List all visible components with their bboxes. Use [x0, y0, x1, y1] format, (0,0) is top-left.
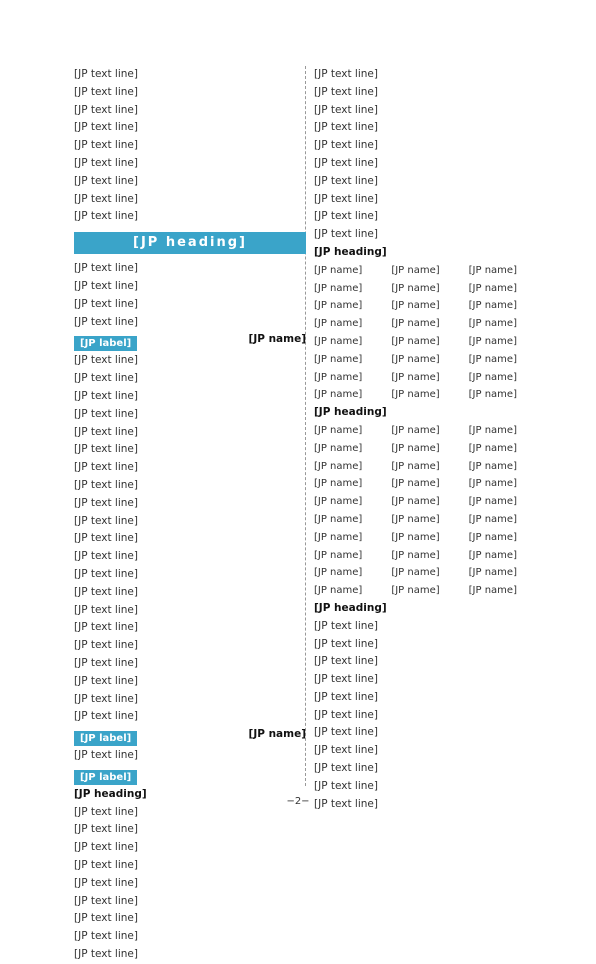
name-cell: [JP name]	[391, 567, 440, 579]
text-line: [JP text line]	[74, 297, 138, 310]
name-cell: [JP name]	[468, 460, 517, 472]
text-line: [JP text line]	[74, 550, 138, 563]
name-cell: [JP name]	[391, 353, 440, 365]
text-line: [JP text line]	[74, 192, 138, 205]
text-line: [JP text line]	[314, 156, 378, 169]
text-line: [JP text line]	[314, 797, 378, 810]
text-line: [JP text line]	[314, 673, 378, 686]
name-cell: [JP name]	[391, 371, 440, 383]
notes-list	[314, 66, 546, 244]
text-line: [JP text line]	[74, 749, 138, 762]
name-cell: [JP name]	[468, 371, 517, 383]
text-line: [JP text line]	[74, 315, 138, 328]
name-cell: [JP name]	[391, 460, 440, 472]
text-line: [JP text line]	[314, 139, 378, 152]
secretary-label: [JP label]	[74, 731, 137, 746]
page-number: −2−	[286, 796, 310, 807]
section1-names	[314, 262, 546, 404]
left-column	[74, 66, 306, 964]
text-line: [JP text line]	[74, 407, 138, 420]
name-cell: [JP name]	[391, 318, 440, 330]
name-cell: [JP name]	[314, 513, 363, 525]
name-cell: [JP name]	[314, 442, 363, 454]
name-cell: [JP name]	[468, 567, 517, 579]
text-line: [JP text line]	[314, 228, 378, 241]
name-cell: [JP name]	[391, 300, 440, 312]
text-line: [JP text line]	[74, 567, 138, 580]
text-line: [JP text line]	[74, 859, 138, 872]
name-cell: [JP name]	[314, 496, 363, 508]
name-cell: [JP name]	[314, 371, 363, 383]
name-cell: [JP name]	[468, 442, 517, 454]
secretary-name: [JP name]	[248, 728, 306, 741]
section2-heading: [JP heading]	[314, 406, 387, 419]
committee-text	[74, 804, 306, 964]
president-name: [JP name]	[248, 333, 306, 346]
name-cell: [JP name]	[314, 335, 363, 347]
name-cell: [JP name]	[391, 496, 440, 508]
text-line: [JP text line]	[74, 354, 138, 367]
section3-heading: [JP heading]	[314, 601, 387, 614]
name-cell: [JP name]	[314, 424, 363, 436]
name-cell: [JP name]	[314, 353, 363, 365]
text-line: [JP text line]	[314, 192, 378, 205]
text-line: [JP text line]	[74, 948, 138, 961]
report-band: [JP heading]	[74, 232, 306, 254]
name-cell: [JP name]	[468, 318, 517, 330]
name-cell: [JP name]	[468, 282, 517, 294]
name-cell: [JP name]	[391, 549, 440, 561]
text-line: [JP text line]	[74, 103, 138, 116]
section2-names	[314, 422, 546, 600]
text-line: [JP text line]	[74, 894, 138, 907]
text-line: [JP text line]	[74, 674, 138, 687]
name-cell: [JP name]	[468, 264, 517, 276]
text-line: [JP text line]	[74, 823, 138, 836]
name-cell: [JP name]	[468, 353, 517, 365]
text-line: [JP text line]	[74, 372, 138, 385]
section1-heading: [JP heading]	[314, 245, 387, 258]
name-cell: [JP name]	[314, 460, 363, 472]
name-cell: [JP name]	[391, 478, 440, 490]
name-cell: [JP name]	[314, 300, 363, 312]
name-cell: [JP name]	[391, 264, 440, 276]
text-line: [JP text line]	[314, 174, 378, 187]
text-line: [JP text line]	[74, 514, 138, 527]
name-cell: [JP name]	[468, 585, 517, 597]
text-line: [JP text line]	[314, 68, 378, 80]
section3-text	[314, 618, 546, 814]
text-line: [JP text line]	[314, 103, 378, 116]
president-label: [JP label]	[74, 336, 137, 351]
name-cell: [JP name]	[468, 424, 517, 436]
name-cell: [JP name]	[391, 442, 440, 454]
text-line: [JP text line]	[74, 496, 138, 509]
text-line: [JP text line]	[74, 656, 138, 669]
text-line: [JP text line]	[314, 121, 378, 134]
text-line: [JP text line]	[314, 779, 378, 792]
text-line: [JP text line]	[74, 443, 138, 456]
text-line: [JP text line]	[314, 637, 378, 650]
text-line: [JP text line]	[314, 85, 378, 98]
text-line: [JP text line]	[314, 762, 378, 775]
name-cell: [JP name]	[391, 513, 440, 525]
text-line: [JP text line]	[314, 744, 378, 757]
name-cell: [JP name]	[314, 585, 363, 597]
text-line: [JP text line]	[74, 621, 138, 634]
name-cell: [JP name]	[314, 318, 363, 330]
name-cell: [JP name]	[468, 496, 517, 508]
text-line: [JP text line]	[74, 692, 138, 705]
name-cell: [JP name]	[468, 335, 517, 347]
name-cell: [JP name]	[468, 531, 517, 543]
text-line: [JP text line]	[74, 139, 138, 152]
name-cell: [JP name]	[314, 549, 363, 561]
name-cell: [JP name]	[468, 389, 517, 401]
committee-label: [JP label]	[74, 770, 137, 785]
text-line: [JP text line]	[314, 690, 378, 703]
text-line: [JP text line]	[74, 710, 138, 723]
text-line: [JP text line]	[74, 841, 138, 854]
text-line: [JP text line]	[314, 655, 378, 668]
name-cell: [JP name]	[391, 389, 440, 401]
text-line: [JP text line]	[314, 726, 378, 739]
name-cell: [JP name]	[468, 549, 517, 561]
intro-paragraph	[74, 66, 306, 226]
text-line: [JP text line]	[74, 210, 138, 223]
text-line: [JP text line]	[314, 708, 378, 721]
text-line: [JP text line]	[74, 478, 138, 491]
name-cell: [JP name]	[468, 300, 517, 312]
name-cell: [JP name]	[391, 335, 440, 347]
name-cell: [JP name]	[314, 282, 363, 294]
name-cell: [JP name]	[468, 478, 517, 490]
text-line: [JP text line]	[74, 912, 138, 925]
text-line: [JP text line]	[74, 121, 138, 134]
name-cell: [JP name]	[391, 531, 440, 543]
name-cell: [JP name]	[314, 531, 363, 543]
name-cell: [JP name]	[391, 585, 440, 597]
text-line: [JP text line]	[74, 876, 138, 889]
name-cell: [JP name]	[391, 282, 440, 294]
name-cell: [JP name]	[314, 264, 363, 276]
text-line: [JP text line]	[74, 603, 138, 616]
text-line: [JP text line]	[74, 68, 138, 80]
text-line: [JP text line]	[314, 210, 378, 223]
text-line: [JP text line]	[74, 389, 138, 402]
text-line: [JP text line]	[74, 585, 138, 598]
text-line: [JP text line]	[74, 85, 138, 98]
name-cell: [JP name]	[314, 389, 363, 401]
name-cell: [JP name]	[314, 567, 363, 579]
text-line: [JP text line]	[74, 279, 138, 292]
president-text	[74, 352, 306, 726]
text-line: [JP text line]	[74, 174, 138, 187]
text-line: [JP text line]	[74, 532, 138, 545]
text-line: [JP text line]	[74, 930, 138, 943]
text-line: [JP text line]	[74, 425, 138, 438]
text-line: [JP text line]	[74, 156, 138, 169]
right-column	[314, 66, 546, 813]
committee-heading: [JP heading]	[74, 787, 147, 800]
text-line: [JP text line]	[314, 619, 378, 632]
text-line: [JP text line]	[74, 639, 138, 652]
name-cell: [JP name]	[314, 478, 363, 490]
text-line: [JP text line]	[74, 262, 138, 275]
name-cell: [JP name]	[391, 424, 440, 436]
name-cell: [JP name]	[468, 513, 517, 525]
secretary-text	[74, 747, 306, 765]
meeting-header	[74, 260, 306, 331]
text-line: [JP text line]	[74, 461, 138, 474]
text-line: [JP text line]	[74, 805, 138, 818]
